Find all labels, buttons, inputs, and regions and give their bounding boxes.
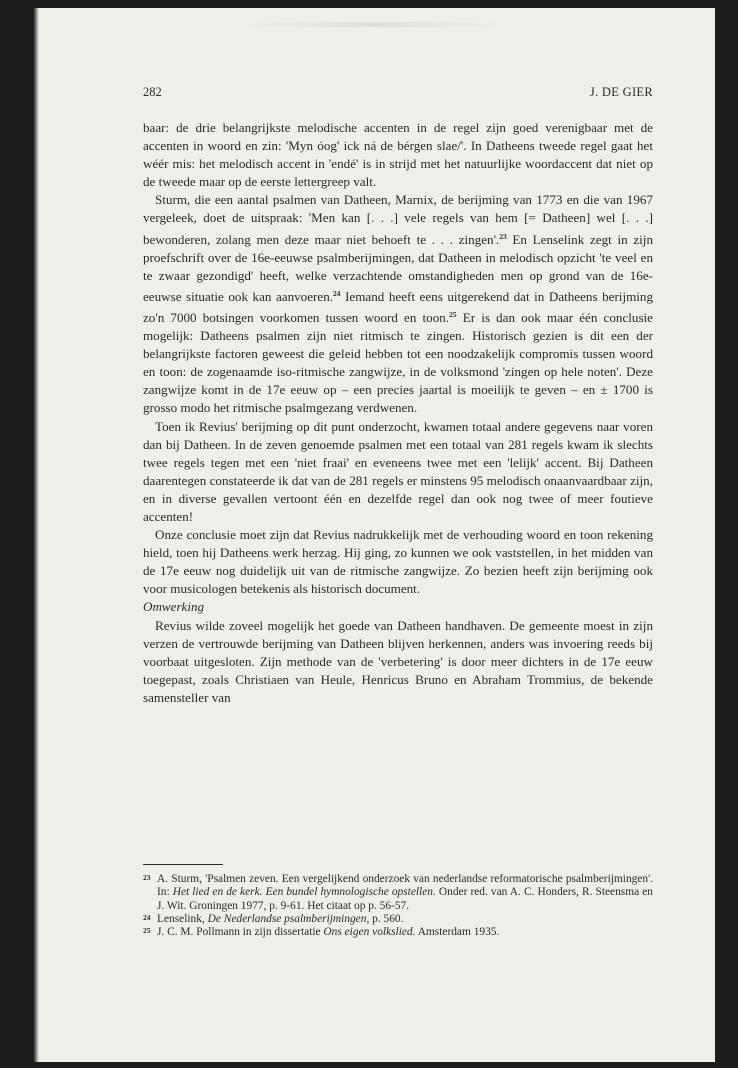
footnote-rule (143, 864, 223, 865)
footnote-23 (143, 873, 653, 913)
footnote-number: 25 (143, 926, 151, 936)
paragraph-2-part-a: Sturm, die een aantal psalmen van Datheen, Marnix, de berijming van 1773 en die van 1967 vergeleek, doet de uitspraak: 'Men kan [. . .] vele regels van hem [= Datheen] wel [. . .] bewonderen, zolang men deze maar niet behoeft te . . . zingen'. (143, 192, 653, 247)
page-number: 282 (143, 85, 162, 99)
running-head: J. DE GIER (589, 85, 653, 99)
footnote-ref-23: 23 (499, 231, 507, 241)
paragraph-2 (143, 191, 653, 417)
footnote-title: Ons eigen volkslied. (323, 926, 416, 939)
footnote-24 (143, 913, 653, 926)
section-heading: Omwerking (143, 599, 205, 615)
footnote-text: Amsterdam 1935. (415, 926, 500, 939)
footnote-25 (143, 926, 653, 939)
paragraph-4: Onze conclusie moet zijn dat Revius nadrukkelijk met de verhouding woord en toon rekening hield, toen hij Datheens werk herzag. Hij ging, zo kunnen we ook vaststellen, in het midden van de 17e eeuw nog duidelijk uit van de ritmische zangwijze. Zo bezien heeft zijn berijming ook voor musicologen betekenis als historisch document. (143, 527, 653, 597)
footnote-ref-24: 24 (333, 288, 341, 298)
page-edge-shadow (33, 8, 39, 1062)
footnote-title: Het lied en de kerk. Een bundel hymnologische opstellen. (172, 886, 436, 899)
footnote-text: Onder red. van A. C. Honders, R. Steensma en J. Wit. Groningen 1977, p. 9-61. Het citaat op p. 56-57. (157, 886, 653, 912)
paragraph-2-part-b: En Lenselink zegt in zijn proefschrift over de 16e-eeuwse psalmberijmingen, dat Datheen in melodisch opzicht 'te veel en te zwaar gezondigd' heeft, welke verzachtende omstandigheden men op grond van de 16e-eeuwse situatie ook kan aanvoeren. (143, 231, 653, 304)
bleed-through-shadow (243, 22, 503, 27)
paragraph-2-part-c: Iemand heeft eens uitgerekend dat in Datheens berijming zo'n 7000 botsingen voorkomen tussen woord en toon. (143, 288, 654, 325)
body-text (143, 119, 653, 707)
paragraph-1: baar: de drie belangrijkste melodische accenten in de regel zijn goed verenigbaar met de accenten in woord en zin: 'Myn óog' ick ná de bérgen slae/'. In Datheens tweede regel gaat het wéér mis: het melodisch accent in 'endé' is in strijd met het natuurlijke woordaccent dat niet op de tweede maar op de eerste lettergreep valt. (143, 120, 653, 190)
paragraph-3: Toen ik Revius' berijming op dit punt onderzocht, kwamen totaal andere gegevens naar voren dan bij Datheen. In de zeven genoemde psalmen met een totaal van 281 regels kwam ik slechts twee regels tegen met een 'niet fraai' en eveneens twee met een 'lelijk' accent. Bij Datheen daarentegen constateerde ik dat van de 281 regels er minstens 95 melodisch onaanvaardbaar zijn, en in diverse gevallen vertoont één en dezelfde regel dan ook nog twee of meer foutieve accenten! (143, 418, 653, 524)
paragraph-2-part-d: Er is dan ook maar één conclusie mogelijk: Datheens psalmen zijn niet ritmisch te zingen. Historisch gezien is dit een der belangrijkste factoren geweest die geleid hebben tot een noodzakelijk compromis tussen woord en toon: de zogenaamde iso-ritmische zangwijze, in de volksmond 'zingen op hele noten'. Deze zangwijze komt in de 17e eeuw op – een precies jaartal is moeilijk te geven – en ± 1700 is grosso modo het ritmische psalmgezang verdwenen. (143, 309, 653, 416)
footnote-text: Lenselink, (157, 912, 208, 925)
footnote-text: J. C. M. Pollmann in zijn dissertatie (157, 926, 324, 939)
footnote-ref-25: 25 (449, 309, 457, 319)
book-page (33, 8, 715, 1062)
footnote-title: De Nederlandse psalmberijmingen, (207, 912, 370, 925)
footnotes (143, 873, 653, 939)
footnote-number: 24 (143, 912, 151, 922)
footnote-text: A. Sturm, 'Psalmen zeven. Een vergelijkend onderzoek van nederlandse reformatorische psalmberijmingen'. In: (157, 873, 653, 899)
footnote-number: 23 (143, 873, 151, 882)
footnote-text: p. 560. (369, 912, 404, 925)
paragraph-5: Revius wilde zoveel mogelijk het goede van Datheen handhaven. De gemeente moest in zijn verzen de vertrouwde berijming van Datheen blijven herkennen, anders was invoering reeds bij voorbaat uitgesloten. Zijn methode van de 'verbetering' is door meer dichters in de 17e eeuw toegepast, zoals Christiaen van Heule, Henricus Bruno en Abraham Trommius, de bekende samensteller van (143, 617, 653, 705)
page-header (143, 85, 653, 101)
